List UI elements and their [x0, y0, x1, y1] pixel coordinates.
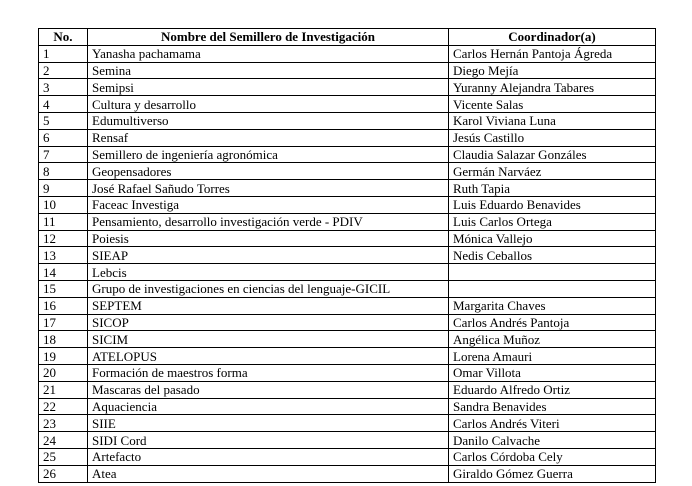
cell-coordinator: Lorena Amauri [449, 348, 656, 365]
cell-coordinator: Carlos Córdoba Cely [449, 448, 656, 465]
table-row [39, 364, 656, 381]
table-row [39, 415, 656, 432]
cell-name: Poiesis [88, 230, 449, 247]
table-row [39, 196, 656, 213]
cell-no: 9 [39, 180, 88, 197]
cell-no: 8 [39, 163, 88, 180]
cell-name: Faceac Investiga [88, 196, 449, 213]
cell-name: SIIE [88, 415, 449, 432]
cell-coordinator: Giraldo Gómez Guerra [449, 465, 656, 482]
cell-name: SICIM [88, 331, 449, 348]
cell-no: 22 [39, 398, 88, 415]
cell-name: Formación de maestros forma [88, 364, 449, 381]
table-row [39, 146, 656, 163]
cell-no: 21 [39, 381, 88, 398]
cell-coordinator: Ruth Tapia [449, 180, 656, 197]
cell-no: 17 [39, 314, 88, 331]
table-row [39, 129, 656, 146]
cell-no: 25 [39, 448, 88, 465]
cell-name: Rensaf [88, 129, 449, 146]
cell-name: SICOP [88, 314, 449, 331]
cell-name: Grupo de investigaciones en ciencias del lenguaje-GICIL [88, 280, 449, 297]
table-row [39, 381, 656, 398]
table-row [39, 280, 656, 297]
cell-no: 14 [39, 264, 88, 281]
header-name: Nombre del Semillero de Investigación [88, 29, 449, 46]
table-row [39, 45, 656, 62]
cell-coordinator: Diego Mejía [449, 62, 656, 79]
cell-name: Edumultiverso [88, 112, 449, 129]
table-row [39, 465, 656, 482]
cell-no: 18 [39, 331, 88, 348]
table-row [39, 213, 656, 230]
cell-name: Cultura y desarrollo [88, 96, 449, 113]
cell-no: 4 [39, 96, 88, 113]
cell-no: 12 [39, 230, 88, 247]
cell-coordinator [449, 280, 656, 297]
table-row [39, 264, 656, 281]
cell-coordinator: Omar Villota [449, 364, 656, 381]
table-row [39, 247, 656, 264]
cell-coordinator: Carlos Hernán Pantoja Ágreda [449, 45, 656, 62]
cell-no: 16 [39, 297, 88, 314]
cell-name: José Rafael Sañudo Torres [88, 180, 449, 197]
cell-name: Aquaciencia [88, 398, 449, 415]
table-row [39, 96, 656, 113]
cell-coordinator [449, 264, 656, 281]
cell-name: SEPTEM [88, 297, 449, 314]
cell-coordinator: Danilo Calvache [449, 432, 656, 449]
cell-coordinator: Luis Carlos Ortega [449, 213, 656, 230]
semilleros-table [38, 28, 656, 483]
cell-no: 3 [39, 79, 88, 96]
cell-no: 2 [39, 62, 88, 79]
cell-name: ATELOPUS [88, 348, 449, 365]
table-row [39, 448, 656, 465]
header-no: No. [39, 29, 88, 46]
cell-coordinator: Karol Viviana Luna [449, 112, 656, 129]
cell-name: Mascaras del pasado [88, 381, 449, 398]
cell-coordinator: Nedis Ceballos [449, 247, 656, 264]
table-row [39, 112, 656, 129]
cell-coordinator: Mónica Vallejo [449, 230, 656, 247]
cell-name: Atea [88, 465, 449, 482]
cell-coordinator: Germán Narváez [449, 163, 656, 180]
cell-no: 19 [39, 348, 88, 365]
cell-no: 5 [39, 112, 88, 129]
cell-no: 24 [39, 432, 88, 449]
table-row [39, 297, 656, 314]
table-row [39, 163, 656, 180]
cell-coordinator: Carlos Andrés Viteri [449, 415, 656, 432]
cell-coordinator: Yuranny Alejandra Tabares [449, 79, 656, 96]
cell-name: Semipsi [88, 79, 449, 96]
cell-name: SIEAP [88, 247, 449, 264]
cell-no: 23 [39, 415, 88, 432]
cell-name: Semina [88, 62, 449, 79]
cell-no: 13 [39, 247, 88, 264]
cell-name: Artefacto [88, 448, 449, 465]
cell-coordinator: Vicente Salas [449, 96, 656, 113]
cell-name: Semillero de ingeniería agronómica [88, 146, 449, 163]
cell-coordinator: Sandra Benavides [449, 398, 656, 415]
cell-coordinator: Claudia Salazar Gonzáles [449, 146, 656, 163]
table-row [39, 348, 656, 365]
cell-coordinator: Angélica Muñoz [449, 331, 656, 348]
table-row [39, 331, 656, 348]
header-coordinator: Coordinador(a) [449, 29, 656, 46]
cell-no: 6 [39, 129, 88, 146]
table-header [39, 29, 656, 46]
cell-no: 7 [39, 146, 88, 163]
table-row [39, 79, 656, 96]
cell-name: Geopensadores [88, 163, 449, 180]
cell-no: 10 [39, 196, 88, 213]
header-row [39, 29, 656, 46]
cell-coordinator: Eduardo Alfredo Ortiz [449, 381, 656, 398]
cell-coordinator: Jesús Castillo [449, 129, 656, 146]
cell-no: 26 [39, 465, 88, 482]
table-row [39, 180, 656, 197]
table-row [39, 432, 656, 449]
cell-coordinator: Luis Eduardo Benavides [449, 196, 656, 213]
table-row [39, 314, 656, 331]
cell-name: Pensamiento, desarrollo investigación verde - PDIV [88, 213, 449, 230]
cell-no: 15 [39, 280, 88, 297]
table-row [39, 62, 656, 79]
cell-coordinator: Carlos Andrés Pantoja [449, 314, 656, 331]
cell-name: Yanasha pachamama [88, 45, 449, 62]
table-row [39, 230, 656, 247]
cell-no: 11 [39, 213, 88, 230]
cell-name: Lebcis [88, 264, 449, 281]
table-row [39, 398, 656, 415]
cell-coordinator: Margarita Chaves [449, 297, 656, 314]
cell-no: 1 [39, 45, 88, 62]
cell-name: SIDI Cord [88, 432, 449, 449]
cell-no: 20 [39, 364, 88, 381]
table-body [39, 45, 656, 482]
